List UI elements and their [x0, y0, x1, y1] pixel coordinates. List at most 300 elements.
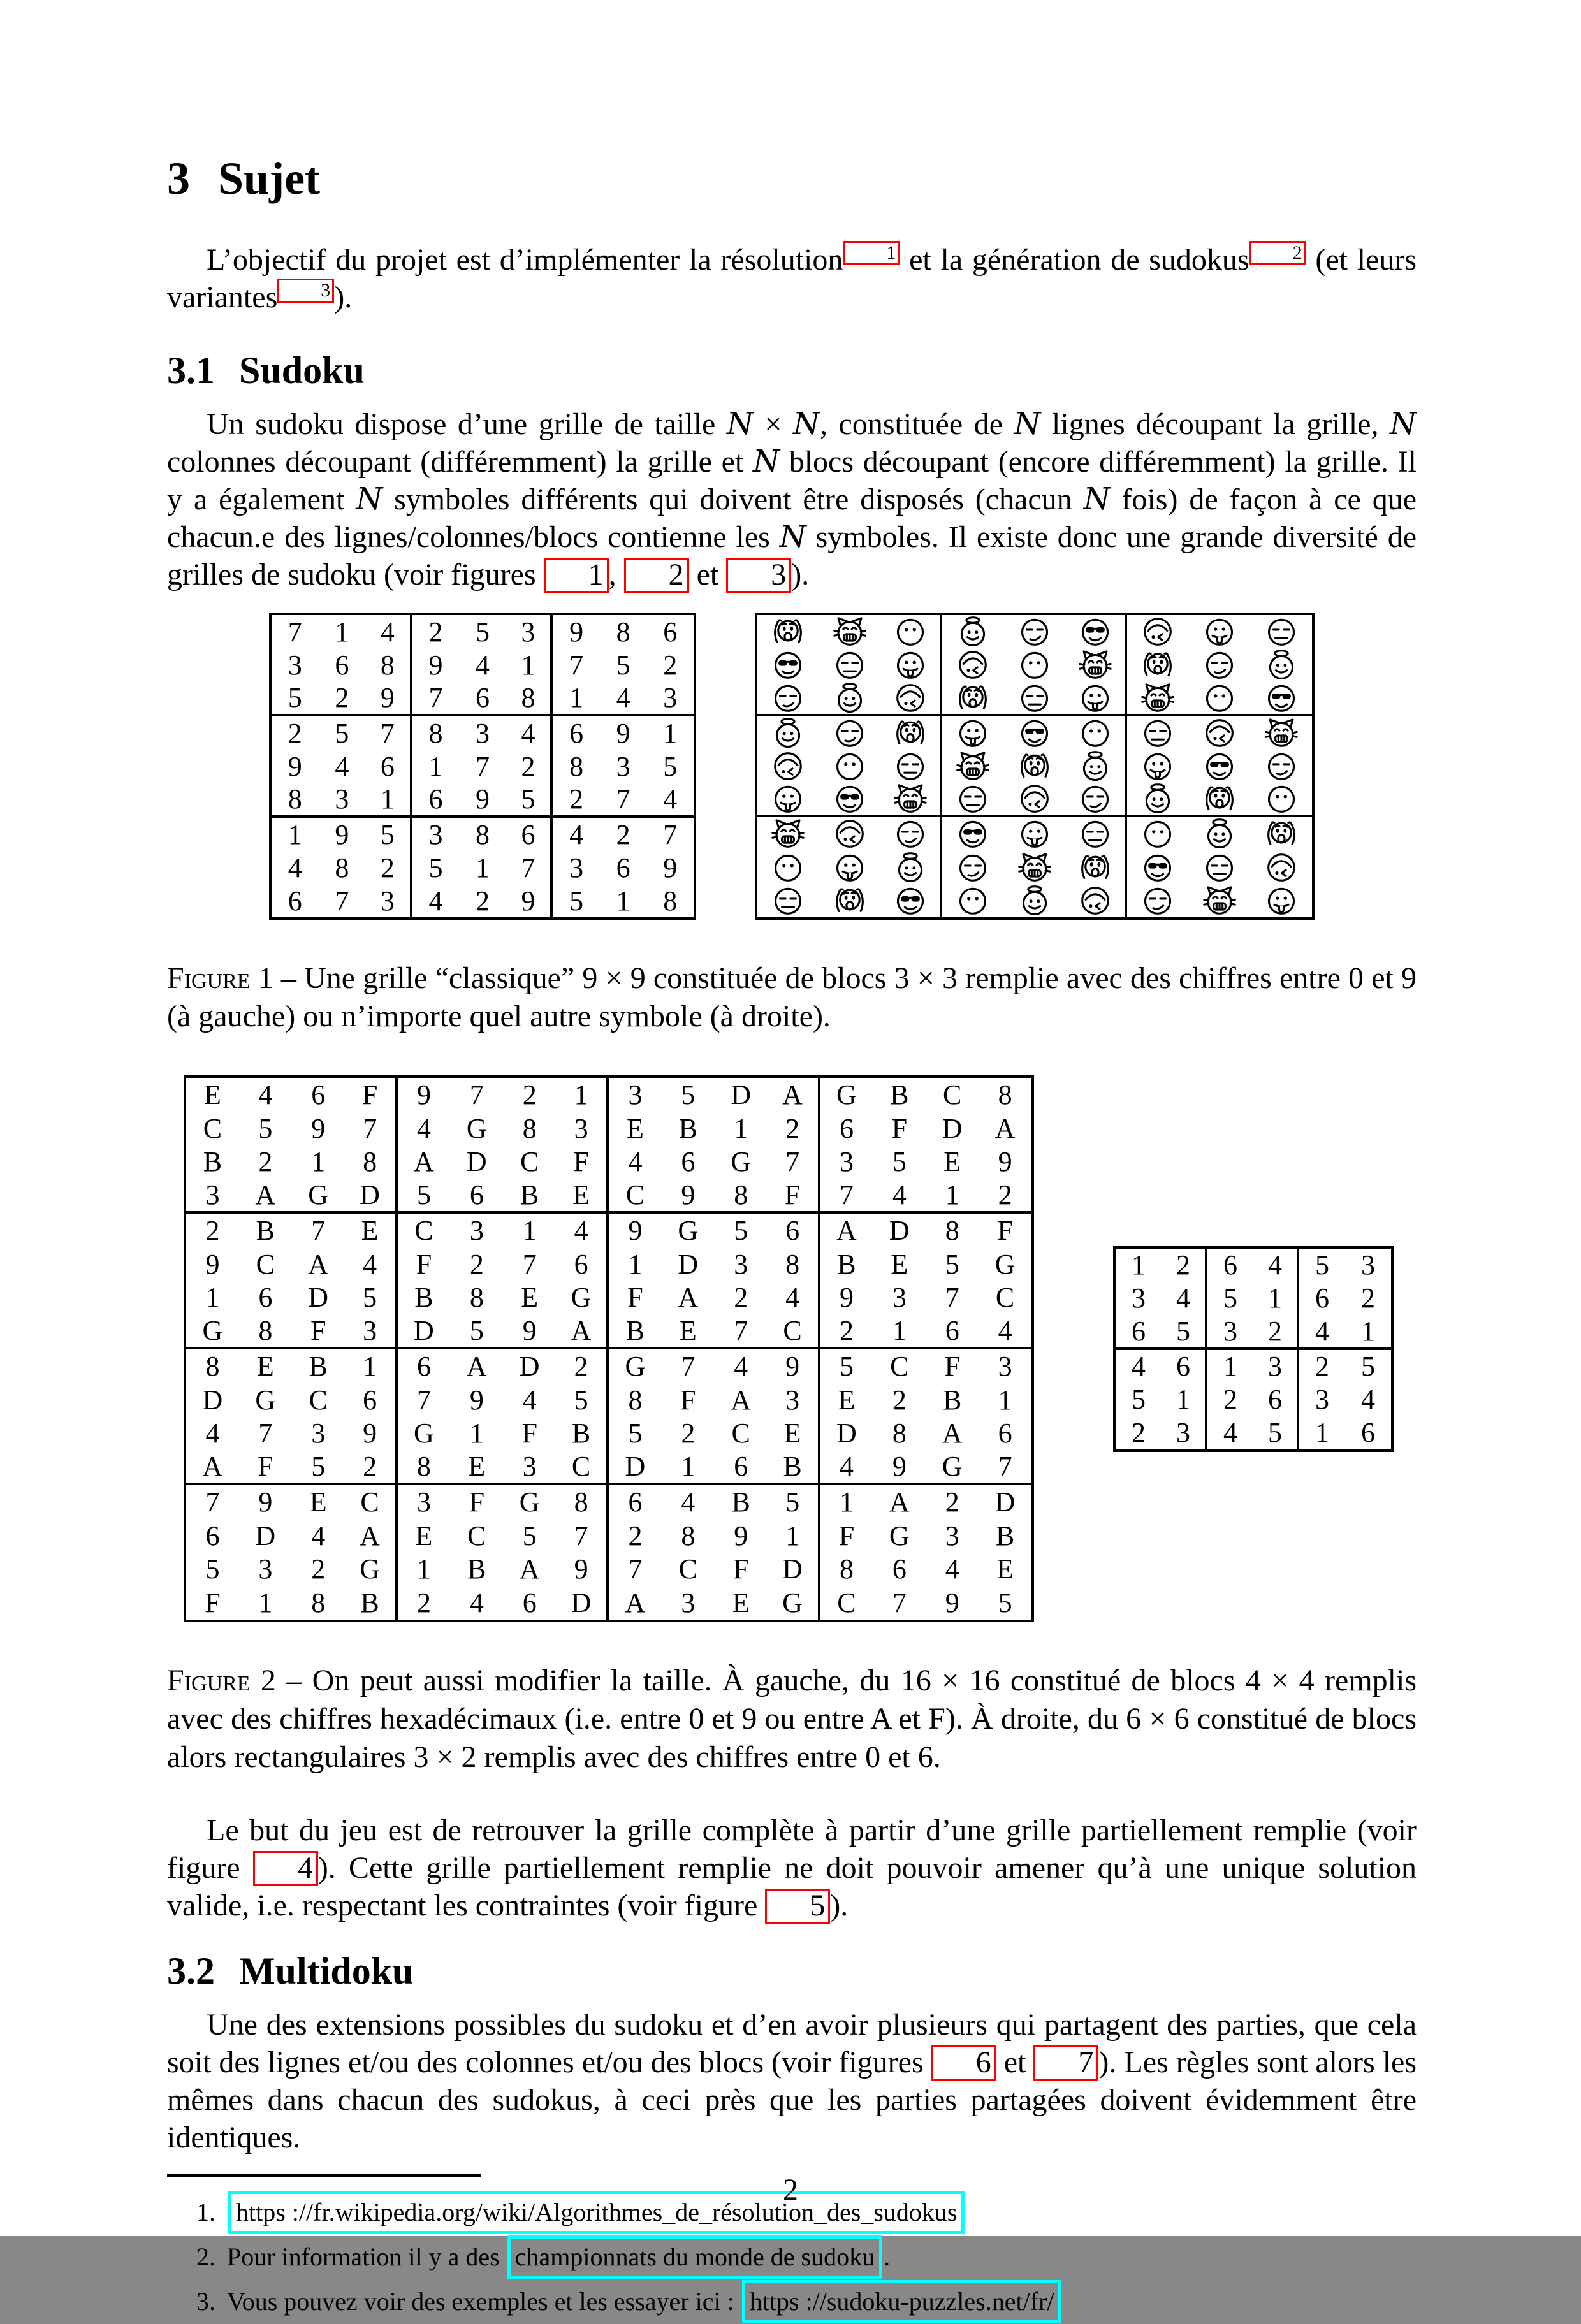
- grid-cell: 5: [1162, 1315, 1207, 1350]
- grid-cell: [942, 750, 1004, 783]
- grid-cell: C: [995, 1282, 1015, 1314]
- grid-cell: 1: [311, 1146, 326, 1178]
- grid-cell: 2: [979, 1179, 1031, 1214]
- grid-cell: A: [731, 1384, 752, 1416]
- sudoku-grid-9x9-digits: [269, 613, 696, 920]
- grid-cell: F: [768, 1179, 820, 1214]
- grid-cell: [1127, 648, 1189, 681]
- grid-cell: 8: [556, 1485, 609, 1519]
- grid-cell: 5: [768, 1485, 820, 1519]
- grid-cell: E: [662, 1314, 715, 1349]
- grid-cell: 4: [768, 1281, 820, 1314]
- grid-cell: 4: [258, 1078, 273, 1110]
- grid-cell: G: [768, 1586, 820, 1620]
- grid-cell: 6: [569, 717, 584, 749]
- grid-cell: 8: [715, 1179, 768, 1214]
- grid-cell: 4: [522, 1384, 537, 1416]
- grid-cell: 3: [258, 1553, 273, 1585]
- grid-cell: 3: [288, 649, 302, 681]
- grid-cell: 9: [416, 1078, 431, 1110]
- figure-ref-link[interactable]: 6: [931, 2045, 996, 2081]
- grid-cell: F: [944, 1350, 960, 1382]
- grid-cell: C: [768, 1314, 820, 1349]
- footnote-marker-link[interactable]: 2: [1250, 241, 1306, 265]
- grid-cell: [1189, 648, 1251, 681]
- grid-cell: 5: [892, 1146, 907, 1178]
- intro-paragraph: L’objectif du projet est d’implémenter la résolution 1 et la génération de sudokus 2 (et leurs variantes 3 ).: [167, 242, 1417, 314]
- grid-cell: A: [678, 1282, 699, 1314]
- grid-cell: 7: [628, 1553, 643, 1585]
- tongue-out-emoji-icon: [1200, 616, 1239, 648]
- grid-cell: 4: [416, 1112, 431, 1144]
- grid-cell: 2: [553, 783, 600, 818]
- hyperlink[interactable]: championnats du monde de sudoku: [507, 2235, 882, 2279]
- grid-cell: 8: [616, 616, 630, 648]
- grid-cell: A: [625, 1587, 646, 1619]
- grid-cell: D: [255, 1520, 276, 1551]
- grid-cell: 9: [945, 1587, 959, 1619]
- grid-cell: 3: [616, 750, 630, 782]
- subsection-title: Sudoku: [239, 349, 365, 391]
- figure-ref-link[interactable]: 2: [624, 558, 689, 593]
- grid-cell: 6: [715, 1450, 768, 1485]
- grid-cell: 5: [428, 852, 443, 883]
- math-variable: N: [793, 406, 820, 442]
- grid-cell: [1189, 716, 1251, 750]
- grid-cell: G: [994, 1248, 1016, 1280]
- scream-emoji-icon: [1016, 750, 1054, 782]
- wink-dome-emoji-icon: [831, 818, 869, 850]
- grid-cell: [942, 783, 1004, 817]
- grid-cell: 4: [569, 818, 584, 850]
- grid-cell: 7: [892, 1587, 907, 1619]
- grid-cell: [880, 716, 942, 750]
- grid-cell: C: [414, 1214, 433, 1246]
- grid-cell: [757, 817, 819, 850]
- grinning-cat-emoji-icon: [954, 750, 992, 782]
- grid-cell: 1: [475, 852, 490, 883]
- grid-cell: B: [309, 1350, 328, 1382]
- halo-emoji-icon: [1262, 649, 1300, 681]
- grid-cell: [819, 615, 881, 648]
- grid-cell: 5: [663, 750, 678, 782]
- grid-cell: 6: [311, 1078, 326, 1110]
- grid-cell: 6: [1253, 1383, 1299, 1416]
- grid-cell: 1: [1162, 1383, 1207, 1416]
- grid-cell: 6: [1223, 1249, 1237, 1281]
- grid-cell: C: [890, 1350, 909, 1382]
- grid-cell: 3: [428, 818, 443, 850]
- figure-ref-link[interactable]: 5: [765, 1889, 830, 1924]
- grinning-cat-emoji-icon: [1200, 885, 1239, 917]
- grid-cell: B: [556, 1417, 609, 1451]
- grid-cell: [942, 648, 1004, 681]
- sudoku-paragraph: Un sudoku dispose d’une grille de taille N × N, constituée de N lignes découpant la grille, N colonnes découpant (différemment) la grille et N blocs découpant (encore différemment) la grille. Il y a également N symboles différents qui doivent être disposés (chacun N fois) de façon à ce que chacun.e des lignes/colonnes/blocs contienne les N symboles. Il existe donc une grande diversité de grilles de sudoku (voir figures 1 , 2 et 3 ).: [167, 406, 1417, 592]
- grid-cell: F: [345, 1078, 398, 1112]
- grid-cell: E: [626, 1112, 644, 1144]
- grid-cell: 1: [616, 885, 630, 917]
- grid-cell: 2: [428, 616, 443, 648]
- grid-cell: 1: [556, 1078, 609, 1112]
- wink-dome-emoji-icon: [1139, 616, 1177, 648]
- grid-cell: [1004, 783, 1066, 817]
- grid-cell: 5: [569, 885, 584, 917]
- grid-cell: G: [255, 1384, 276, 1416]
- grid-cell: 9: [258, 1486, 273, 1518]
- grid-cell: 3: [186, 1179, 239, 1214]
- grid-cell: 6: [616, 852, 630, 883]
- grid-cell: 5: [998, 1587, 1012, 1619]
- grid-cell: [819, 716, 881, 750]
- grid-cell: 3: [569, 852, 584, 883]
- grid-cell: 6: [459, 681, 506, 716]
- grid-cell: D: [398, 1314, 451, 1349]
- grid-cell: C: [556, 1450, 609, 1485]
- grid-cell: 6: [1162, 1350, 1207, 1383]
- grinning-cat-emoji-icon: [1016, 852, 1054, 883]
- grid-cell: B: [890, 1078, 909, 1110]
- grid-cell: 7: [469, 1078, 484, 1110]
- grid-cell: 5: [365, 818, 412, 851]
- grid-cell: 7: [715, 1314, 768, 1349]
- grid-cell: [1065, 716, 1127, 750]
- grid-cell: 7: [506, 851, 553, 884]
- grid-cell: [819, 648, 881, 681]
- grid-cell: [1004, 850, 1066, 883]
- grid-cell: 2: [616, 818, 630, 850]
- wink-dome-emoji-icon: [1076, 885, 1114, 917]
- grid-cell: 1: [1253, 1282, 1299, 1315]
- footnote-marker-link[interactable]: 3: [277, 279, 334, 303]
- grid-cell: 8: [768, 1247, 820, 1281]
- grid-cell: A: [768, 1078, 820, 1112]
- grid-cell: A: [466, 1350, 487, 1382]
- grid-cell: 9: [662, 1179, 715, 1214]
- hyperlink[interactable]: https ://fr.wikipedia.org/wiki/Algorithmes_de_résolution_des_sudokus: [228, 2191, 965, 2234]
- expressionless-emoji-icon: [769, 885, 807, 917]
- no-mouth-emoji-icon: [831, 750, 869, 782]
- figure1-caption: [167, 959, 1417, 1036]
- grid-cell: 3: [345, 1314, 398, 1349]
- grid-cell: 5: [1132, 1384, 1146, 1415]
- grid-cell: G: [414, 1418, 434, 1449]
- grid-cell: 5: [556, 1383, 609, 1417]
- grid-cell: 2: [365, 851, 412, 884]
- grid-cell: 1: [553, 681, 600, 716]
- grid-cell: 6: [205, 1520, 220, 1551]
- page-number: 2: [783, 2173, 798, 2207]
- grid-cell: [1127, 884, 1189, 917]
- grid-cell: F: [680, 1384, 696, 1416]
- grid-cell: 3: [628, 1078, 643, 1110]
- expressionless-emoji-icon: [1262, 616, 1300, 648]
- no-mouth-emoji-icon: [1200, 682, 1239, 714]
- grid-cell: 5: [205, 1553, 220, 1585]
- grid-cell: B: [345, 1586, 398, 1620]
- grid-cell: 4: [945, 1553, 959, 1585]
- grid-cell: 5: [734, 1214, 748, 1246]
- grid-cell: [1065, 750, 1127, 783]
- grid-cell: 2: [892, 1384, 907, 1416]
- figure-ref-link[interactable]: 7: [1033, 2045, 1098, 2081]
- grid-cell: 2: [1253, 1315, 1299, 1350]
- grid-cell: C: [309, 1384, 328, 1416]
- smirk-emoji-icon: [891, 818, 929, 850]
- grid-cell: 5: [345, 1281, 398, 1314]
- grid-cell: A: [942, 1418, 963, 1449]
- grid-cell: 3: [1132, 1282, 1146, 1314]
- sunglasses-emoji-icon: [1262, 682, 1300, 714]
- grid-cell: C: [609, 1179, 662, 1214]
- grid-cell: 5: [628, 1418, 643, 1449]
- grid-cell: A: [519, 1553, 540, 1585]
- grid-cell: 9: [628, 1214, 643, 1246]
- smirk-emoji-icon: [831, 717, 869, 749]
- wink-dome-emoji-icon: [1262, 852, 1300, 883]
- grid-cell: 3: [506, 615, 553, 648]
- no-mouth-emoji-icon: [1076, 717, 1114, 749]
- grid-cell: E: [838, 1384, 856, 1416]
- grid-cell: [880, 884, 942, 917]
- grid-cell: C: [520, 1146, 539, 1178]
- grid-cell: [1250, 884, 1312, 917]
- grid-cell: F: [469, 1486, 485, 1518]
- grinning-cat-emoji-icon: [831, 616, 869, 648]
- grid-cell: 9: [663, 852, 678, 883]
- grid-cell: G: [292, 1179, 345, 1214]
- grid-cell: 8: [205, 1350, 220, 1382]
- figure1-caption-text: – Une grille “classique” 9 × 9 constituée de blocs 3 × 3 remplie avec des chiffres entre 0 et 9 (à gauche) ou n’importe quel autre symbole (à droite).: [167, 961, 1417, 1033]
- grid-cell: 4: [734, 1350, 748, 1382]
- grid-cell: G: [678, 1214, 699, 1246]
- grid-cell: [1189, 783, 1251, 817]
- grid-cell: D: [466, 1146, 487, 1178]
- grid-cell: 2: [469, 1248, 484, 1280]
- grid-cell: 8: [569, 750, 584, 782]
- grid-cell: 6: [681, 1146, 696, 1178]
- grid-cell: A: [345, 1519, 398, 1553]
- grid-cell: [942, 817, 1004, 850]
- grid-cell: F: [997, 1214, 1013, 1246]
- grid-cell: 4: [506, 716, 553, 750]
- grid-cell: 3: [945, 1520, 959, 1551]
- grid-cell: 6: [892, 1553, 907, 1585]
- grid-cell: 2: [522, 1078, 537, 1110]
- grid-cell: 1: [345, 1349, 398, 1383]
- grid-cell: [757, 850, 819, 883]
- grid-cell: G: [625, 1350, 646, 1382]
- grid-cell: F: [239, 1450, 292, 1485]
- grid-cell: 1: [1315, 1417, 1329, 1448]
- grid-cell: 5: [1315, 1249, 1329, 1281]
- grid-cell: E: [768, 1417, 820, 1451]
- expressionless-emoji-icon: [891, 750, 929, 782]
- grid-cell: [757, 615, 819, 648]
- halo-emoji-icon: [891, 852, 929, 883]
- figure1-caption-label: Figure 1: [167, 961, 273, 995]
- grid-cell: G: [889, 1520, 910, 1551]
- figure-ref-link[interactable]: 4: [253, 1851, 318, 1886]
- grid-cell: 6: [416, 1350, 431, 1382]
- wink-dome-emoji-icon: [1016, 783, 1054, 815]
- grid-cell: [880, 850, 942, 883]
- grid-cell: [1189, 850, 1251, 883]
- grid-cell: F: [416, 1248, 432, 1280]
- grid-cell: 3: [839, 1146, 854, 1178]
- grid-cell: [942, 682, 1004, 716]
- grid-cell: 3: [1315, 1384, 1329, 1415]
- grid-cell: 4: [365, 615, 412, 648]
- grid-cell: 7: [412, 681, 460, 716]
- grid-cell: E: [415, 1520, 433, 1551]
- grid-cell: [757, 750, 819, 783]
- grid-cell: A: [836, 1214, 857, 1246]
- grid-cell: 1: [628, 1248, 643, 1280]
- grid-cell: 5: [450, 1314, 503, 1349]
- smirk-emoji-icon: [1016, 616, 1054, 648]
- hyperlink[interactable]: https ://sudoku-puzzles.net/fr/: [742, 2280, 1062, 2323]
- grid-cell: 9: [459, 783, 506, 818]
- grid-cell: 9: [506, 884, 553, 917]
- grid-cell: 4: [556, 1214, 609, 1247]
- grid-cell: 1: [768, 1519, 820, 1553]
- grid-cell: 1: [1345, 1315, 1391, 1350]
- grid-cell: B: [609, 1314, 662, 1349]
- grid-cell: 9: [998, 1146, 1012, 1178]
- grid-cell: 6: [768, 1214, 820, 1247]
- grid-cell: 3: [646, 681, 694, 716]
- sunglasses-emoji-icon: [1139, 852, 1177, 883]
- grid-cell: G: [186, 1314, 239, 1349]
- tongue-out-emoji-icon: [1139, 750, 1177, 782]
- smirk-emoji-icon: [1076, 783, 1114, 815]
- halo-emoji-icon: [1076, 750, 1114, 782]
- grid-cell: 6: [1361, 1417, 1375, 1448]
- grid-cell: 4: [1132, 1351, 1146, 1382]
- grid-cell: [1065, 648, 1127, 681]
- grid-cell: F: [521, 1418, 537, 1449]
- grid-cell: 5: [522, 1520, 537, 1551]
- grid-cell: E: [996, 1553, 1014, 1585]
- grid-cell: A: [414, 1146, 434, 1178]
- grid-cell: [1127, 716, 1189, 750]
- expressionless-emoji-icon: [1016, 682, 1054, 714]
- grid-cell: 6: [1116, 1315, 1162, 1350]
- grid-cell: 5: [1361, 1351, 1375, 1382]
- grid-cell: 9: [469, 1384, 484, 1416]
- grid-cell: 1: [365, 783, 412, 818]
- grid-cell: 1: [662, 1450, 715, 1485]
- footnote-marker-link[interactable]: 1: [843, 241, 900, 265]
- grid-cell: 4: [475, 649, 490, 681]
- grid-cell: G: [466, 1112, 487, 1144]
- grid-cell: 2: [734, 1282, 748, 1314]
- smirk-emoji-icon: [1200, 649, 1239, 681]
- grid-cell: 3: [998, 1350, 1012, 1382]
- grid-cell: 7: [820, 1179, 873, 1214]
- wink-dome-emoji-icon: [891, 682, 929, 714]
- grinning-cat-emoji-icon: [1262, 717, 1300, 749]
- grid-cell: B: [943, 1384, 962, 1416]
- grid-cell: 4: [311, 1520, 326, 1551]
- no-mouth-emoji-icon: [891, 616, 929, 648]
- section-title: Sujet: [218, 153, 320, 204]
- grid-cell: 4: [1253, 1249, 1299, 1282]
- grid-cell: [1004, 648, 1066, 681]
- grid-cell: 2: [475, 885, 490, 917]
- grid-cell: A: [186, 1450, 239, 1485]
- smirk-emoji-icon: [769, 682, 807, 714]
- grid-cell: 6: [335, 649, 349, 681]
- grid-cell: D: [609, 1450, 662, 1485]
- grid-cell: E: [256, 1350, 274, 1382]
- grid-cell: B: [837, 1248, 856, 1280]
- grid-cell: 4: [1162, 1282, 1207, 1315]
- grid-cell: [819, 884, 881, 917]
- grid-cell: 5: [272, 681, 319, 716]
- grid-cell: C: [467, 1520, 486, 1551]
- grid-cell: 9: [205, 1248, 220, 1280]
- grid-cell: 1: [998, 1384, 1012, 1416]
- grid-cell: 3: [734, 1248, 748, 1280]
- expressionless-emoji-icon: [1139, 717, 1177, 749]
- grid-cell: 3: [556, 1112, 609, 1145]
- grid-cell: [1250, 750, 1312, 783]
- no-mouth-emoji-icon: [1016, 649, 1054, 681]
- grid-cell: 7: [335, 885, 349, 917]
- figure-ref-link[interactable]: 3: [726, 558, 791, 593]
- grid-cell: 8: [365, 648, 412, 681]
- grid-cell: [1250, 783, 1312, 817]
- grid-cell: 3: [1361, 1249, 1375, 1281]
- figure2-grids: [167, 1075, 1417, 1622]
- grid-cell: D: [308, 1282, 329, 1314]
- grid-cell: D: [836, 1418, 857, 1449]
- math-variable: N: [726, 406, 754, 442]
- footnote-item: 3. Vous pouvez voir des exemples et les essayer ici : https ://sudoku-puzzles.net/fr/: [167, 2279, 1417, 2324]
- grid-cell: F: [732, 1553, 749, 1585]
- subsection-number: 3.2: [167, 1950, 215, 1992]
- grid-cell: 5: [839, 1350, 854, 1382]
- grid-cell: [942, 884, 1004, 917]
- figure-ref-link[interactable]: 1: [544, 558, 609, 593]
- math-variable: N: [779, 519, 806, 555]
- grid-cell: 6: [926, 1314, 979, 1349]
- grid-cell: 6: [288, 885, 302, 917]
- grid-cell: 7: [311, 1214, 326, 1246]
- grid-cell: [1127, 817, 1189, 850]
- grid-cell: E: [450, 1450, 503, 1485]
- grid-cell: 2: [663, 649, 678, 681]
- grid-cell: 4: [1299, 1315, 1345, 1350]
- smirk-emoji-icon: [1139, 885, 1177, 917]
- grid-cell: 8: [892, 1418, 907, 1449]
- grid-cell: 2: [768, 1112, 820, 1145]
- grid-cell: [1065, 850, 1127, 883]
- grid-cell: 2: [506, 750, 553, 783]
- grid-cell: 6: [506, 818, 553, 851]
- tongue-out-emoji-icon: [831, 852, 869, 883]
- grid-cell: [757, 884, 819, 917]
- grid-cell: 3: [311, 1418, 326, 1449]
- halo-emoji-icon: [831, 682, 869, 714]
- figure2-caption: [167, 1662, 1417, 1776]
- grid-cell: 5: [1253, 1416, 1299, 1449]
- grid-cell: [880, 783, 942, 817]
- grid-cell: 3: [768, 1383, 820, 1417]
- halo-emoji-icon: [769, 717, 807, 749]
- grid-cell: C: [345, 1485, 398, 1519]
